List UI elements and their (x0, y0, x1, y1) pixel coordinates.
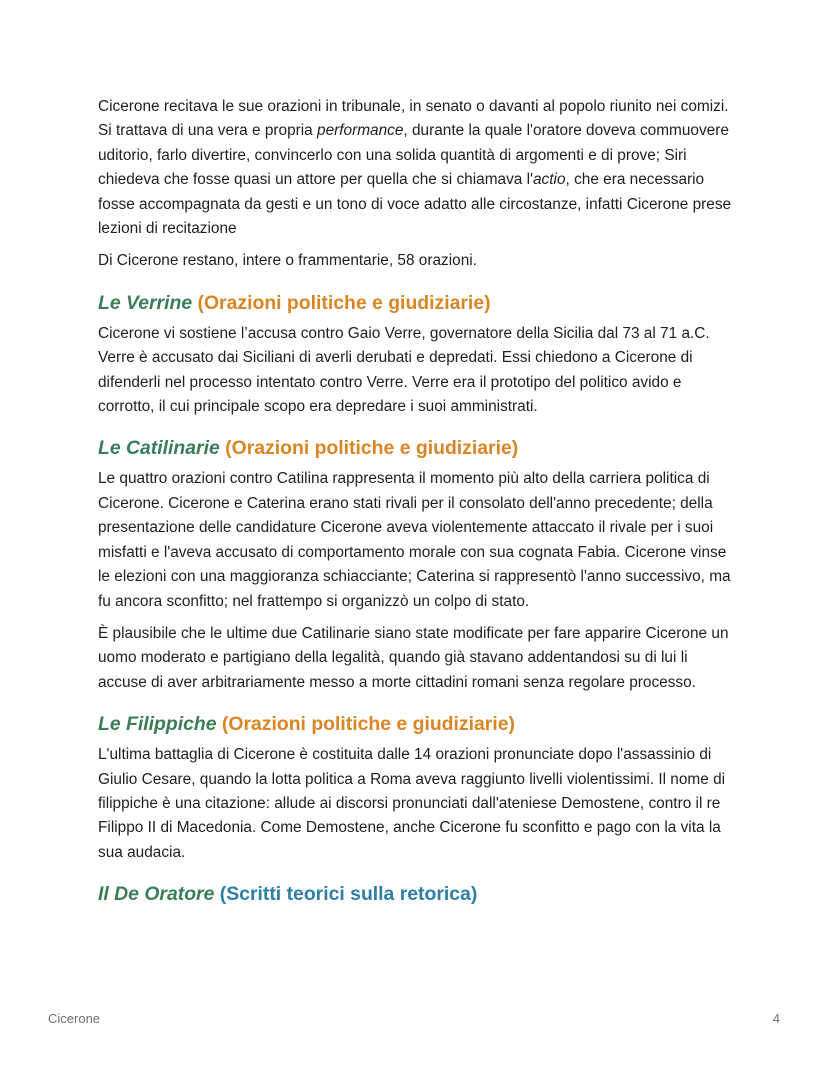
emphasis-actio: actio (533, 171, 566, 189)
verrine-paragraph: Cicerone vi sostiene l’accusa contro Gaio Verre, governatore della Sicilia dal 73 al 71 a.C. Verre è accusato dai Siciliani di averli derubati e depredati. Essi chiedono a Cicerone di difenderli nel processo intentato contro Verre. Verre era il prototipo del politico avido e corrotto, il cui principale scopo era depredare i suoi amministrati. (98, 324, 710, 416)
heading-filippiche: Le Filippiche (Orazioni politiche e giudiziarie) (98, 713, 515, 736)
intro-paragraph: Cicerone recitava le sue orazioni in tribunale, in senato o davanti al popolo riunito nei comizi. Si trattava di una vera e propria performance, durante la quale l'oratore doveva commuovere uditorio, farlo divertire, convincerlo con una solida quantità di argomenti e di prove; Siri chiedeva che fosse quasi un attore per quella che si chiamava l'actio, che era necessario fosse accompagnata da gesti e un tono di voce adatto alle circostanze, infatti Cicerone prese lezioni di recitazione (98, 98, 732, 238)
catilinarie-paragraph-2: È plausibile che le ultime due Catilinarie siano state modificate per fare apparire Cicerone un uomo moderato e partigiano della legalità, quando già stavano addentandosi su di lui li accuse di aver arbitrariamente messo a morte cittadini romani senza regolare processo. (98, 624, 729, 691)
heading-verrine: Le Verrine (Orazioni politiche e giudiziarie) (98, 291, 491, 314)
catilinarie-paragraph-1: Le quattro orazioni contro Catilina rappresenta il momento più alto della carriera politica di Cicerone. Cicerone e Caterina erano stati rivali per il consolato dell'anno precedente; della presentazione delle candidature Cicerone aveva violentemente attaccato il rivale per i suoi misfatti e l'aveva accusato di comportamento morale con sua cognata Fabia. Cicerone vinse le elezioni con una maggioranza schiacciante; Caterina si rappresentò l'anno successivo, ma fu ancora sconfitto; nel frattempo si organizzò un colpo di stato. (98, 470, 731, 610)
page-number: 4 (772, 1011, 780, 1026)
heading-de-oratore: Il De Oratore (Scritti teorici sulla retorica) (98, 883, 478, 906)
document-body (98, 95, 738, 913)
footer-title: Cicerone (48, 1011, 101, 1026)
heading-catilinarie: Le Catilinarie (Orazioni politiche e giudiziarie) (98, 437, 519, 460)
page-footer (48, 1011, 780, 1026)
emphasis-performance: performance (317, 122, 404, 140)
filippiche-paragraph: L'ultima battaglia di Cicerone è costituita dalle 14 orazioni pronunciate dopo l'assassinio di Giulio Cesare, quando la lotta politica a Roma aveva raggiunto livelli violentissimi. Il nome di filippiche è una citazione: allude ai discorsi pronunciati dall'ateniese Demostene, contro il re Filippo II di Macedonia. Come Demostene, anche Cicerone fu sconfitto e pago con la vita la sua audacia. (98, 746, 726, 861)
intro-paragraph-count: Di Cicerone restano, intere o frammentarie, 58 orazioni. (98, 252, 477, 270)
